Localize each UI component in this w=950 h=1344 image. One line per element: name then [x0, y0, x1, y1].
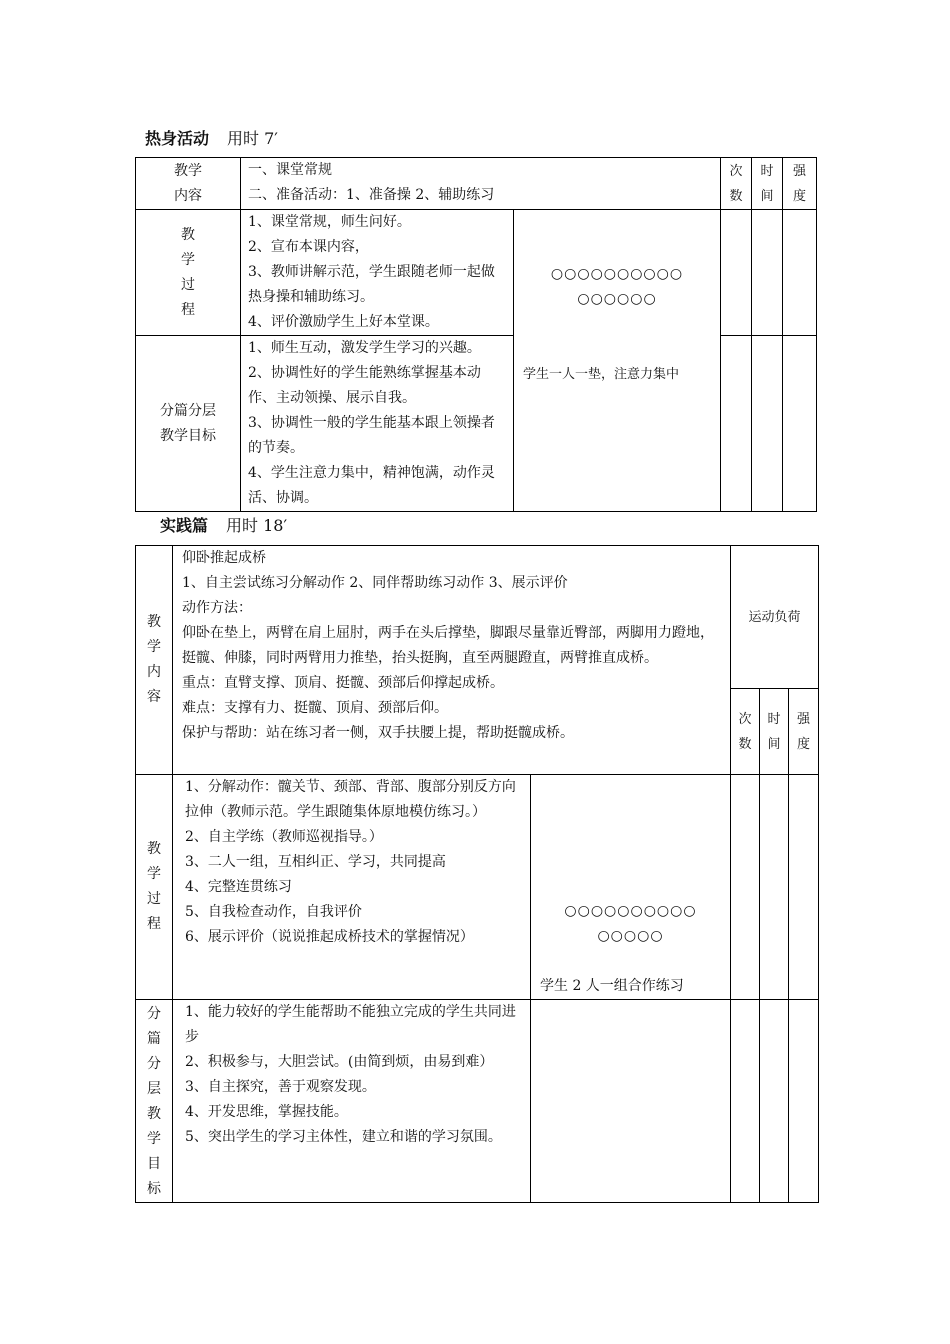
warmup-content-label [136, 158, 241, 210]
warmup-process-line: 1、课堂常规，师生问好。 [248, 214, 411, 230]
practice-process-line: 1、分解动作：髋关节、颈部、背部、腹部分别反方向拉伸（教师示范。学生跟随集体原地模仿练习。） [185, 779, 516, 820]
warmup-table [135, 157, 817, 512]
warmup-process-count [721, 210, 752, 336]
practice-goal-formation [531, 1000, 731, 1203]
practice-formation-note: 学生 2 人一组合作练习 [540, 978, 684, 994]
warmup-goal-intensity [783, 336, 817, 512]
section1-title [145, 126, 278, 149]
warmup-goal-count [721, 336, 752, 512]
practice-goal-line: 2、积极参与，大胆尝试。(由简到烦，由易到难） [185, 1054, 494, 1070]
section1-heading: 热身活动 [145, 129, 210, 148]
warmup-goal-label-text: 分篇分层 教学目标 [160, 402, 216, 444]
practice-goal-line: 1、能力较好的学生能帮助不能独立完成的学生共同进步 [185, 1004, 516, 1045]
practice-load-label: 运动负荷 [748, 609, 801, 625]
practice-goal-label [136, 1000, 173, 1203]
practice-goal-intensity [789, 1000, 819, 1203]
warmup-content-line: 一、课堂常规 [248, 162, 332, 178]
practice-col-time [760, 689, 789, 775]
practice-formation-row: ○○○○○○○○○○ [564, 903, 697, 919]
warmup-content-cell [241, 158, 721, 210]
warmup-col-count-text: 次 数 [729, 163, 743, 204]
warmup-process-line: 4、评价激励学生上好本堂课。 [248, 314, 439, 330]
practice-col-intensity-text: 强 度 [796, 711, 810, 752]
warmup-process-intensity [783, 210, 817, 336]
practice-process-intensity [789, 775, 819, 1000]
practice-goal-time [760, 1000, 789, 1203]
practice-content-cell [173, 546, 731, 775]
practice-process-line: 3、二人一组，互相纠正、学习，共同提高 [185, 854, 446, 870]
practice-process-line: 5、自我检查动作，自我评价 [185, 904, 362, 920]
warmup-goal-label [136, 336, 241, 512]
practice-goal-cell [173, 1000, 531, 1203]
practice-process-line: 6、展示评价（说说推起成桥技术的掌握情况） [185, 929, 474, 945]
warmup-goal-line: 2、协调性好的学生能熟练掌握基本动作、主动领操、展示自我。 [248, 365, 481, 406]
practice-col-intensity [789, 689, 819, 775]
warmup-process-time [752, 210, 783, 336]
practice-process-label [136, 775, 173, 1000]
warmup-formation-note: 学生一人一垫，注意力集中 [523, 367, 680, 382]
warmup-content-label-text: 教学 内容 [174, 162, 202, 204]
warmup-goal-time [752, 336, 783, 512]
warmup-goal-line: 4、学生注意力集中，精神饱满，动作灵活、协调。 [248, 465, 495, 506]
section2-time: 用时 18′ [226, 516, 288, 535]
warmup-process-cell [241, 210, 514, 336]
practice-content-line: 重点：直臂支撑、顶肩、挺髋、颈部后仰撑起成桥。 [182, 675, 504, 691]
practice-process-count [731, 775, 760, 1000]
practice-process-cell [173, 775, 531, 1000]
practice-goal-label-text: 分 篇 分 层 教 学 目 标 [147, 1006, 161, 1197]
practice-content-line: 保护与帮助：站在练习者一侧，双手扶腰上提，帮助挺髋成桥。 [182, 725, 574, 741]
practice-content-line: 1、自主尝试练习分解动作 2、同伴帮助练习动作 3、展示评价 [182, 575, 568, 591]
section2-heading: 实践篇 [160, 516, 209, 535]
warmup-goal-line: 3、协调性一般的学生能基本跟上领操者的节奏。 [248, 415, 495, 456]
practice-col-time-text: 时 间 [767, 711, 781, 752]
warmup-formation-cell [514, 210, 721, 512]
practice-content-label [136, 546, 173, 775]
warmup-formation-row: ○○○○○○○○○○ [550, 266, 684, 282]
practice-goal-count [731, 1000, 760, 1203]
warmup-col-intensity-text: 强 度 [793, 163, 807, 204]
warmup-formation-row: ○○○○○○ [577, 291, 657, 307]
practice-process-time [760, 775, 789, 1000]
practice-col-count-text: 次 数 [738, 711, 752, 752]
practice-process-line: 4、完整连贯练习 [185, 879, 292, 895]
practice-content-line: 仰卧推起成桥 [182, 550, 266, 566]
warmup-goal-cell [241, 336, 514, 512]
warmup-col-time-text: 时 间 [760, 163, 774, 204]
practice-process-label-text: 教 学 过 程 [147, 841, 161, 932]
section2-title [160, 513, 287, 536]
warmup-process-label-text: 教 学 过 程 [181, 226, 195, 318]
warmup-col-count [721, 158, 752, 210]
practice-load-header [731, 546, 819, 689]
warmup-process-line: 3、教师讲解示范，学生跟随老师一起做热身操和辅助练习。 [248, 264, 495, 305]
practice-goal-line: 3、自主探究，善于观察发现。 [185, 1079, 376, 1095]
practice-content-line: 仰卧在垫上，两臂在肩上屈肘，两手在头后撑垫，脚跟尽量靠近臀部，两脚用力蹬地，挺髋、伸膝，同时两臂用力推垫，抬头挺胸，直至两腿蹬直，两臂推直成桥。 [182, 625, 714, 666]
practice-formation-row: ○○○○○ [597, 928, 664, 944]
practice-content-line: 难点：支撑有力、挺髋、顶肩、颈部后仰。 [182, 700, 448, 716]
practice-table [135, 545, 819, 1203]
practice-content-line: 动作方法： [182, 600, 252, 616]
practice-formation-cell [531, 775, 731, 1000]
practice-process-line: 2、自主学练（教师巡视指导。） [185, 829, 383, 845]
warmup-col-intensity [783, 158, 817, 210]
practice-content-label-text: 教 学 内 容 [147, 614, 161, 705]
practice-goal-line: 4、开发思维，掌握技能。 [185, 1104, 348, 1120]
practice-goal-line: 5、突出学生的学习主体性，建立和谐的学习氛围。 [185, 1129, 502, 1145]
warmup-content-line: 二、准备活动：1、准备操 2、辅助练习 [248, 187, 495, 203]
warmup-goal-line: 1、师生互动，激发学生学习的兴趣。 [248, 340, 481, 356]
practice-col-count [731, 689, 760, 775]
warmup-process-label [136, 210, 241, 336]
section1-time: 用时 7′ [227, 129, 278, 148]
warmup-col-time [752, 158, 783, 210]
warmup-process-line: 2、宣布本课内容， [248, 239, 369, 255]
